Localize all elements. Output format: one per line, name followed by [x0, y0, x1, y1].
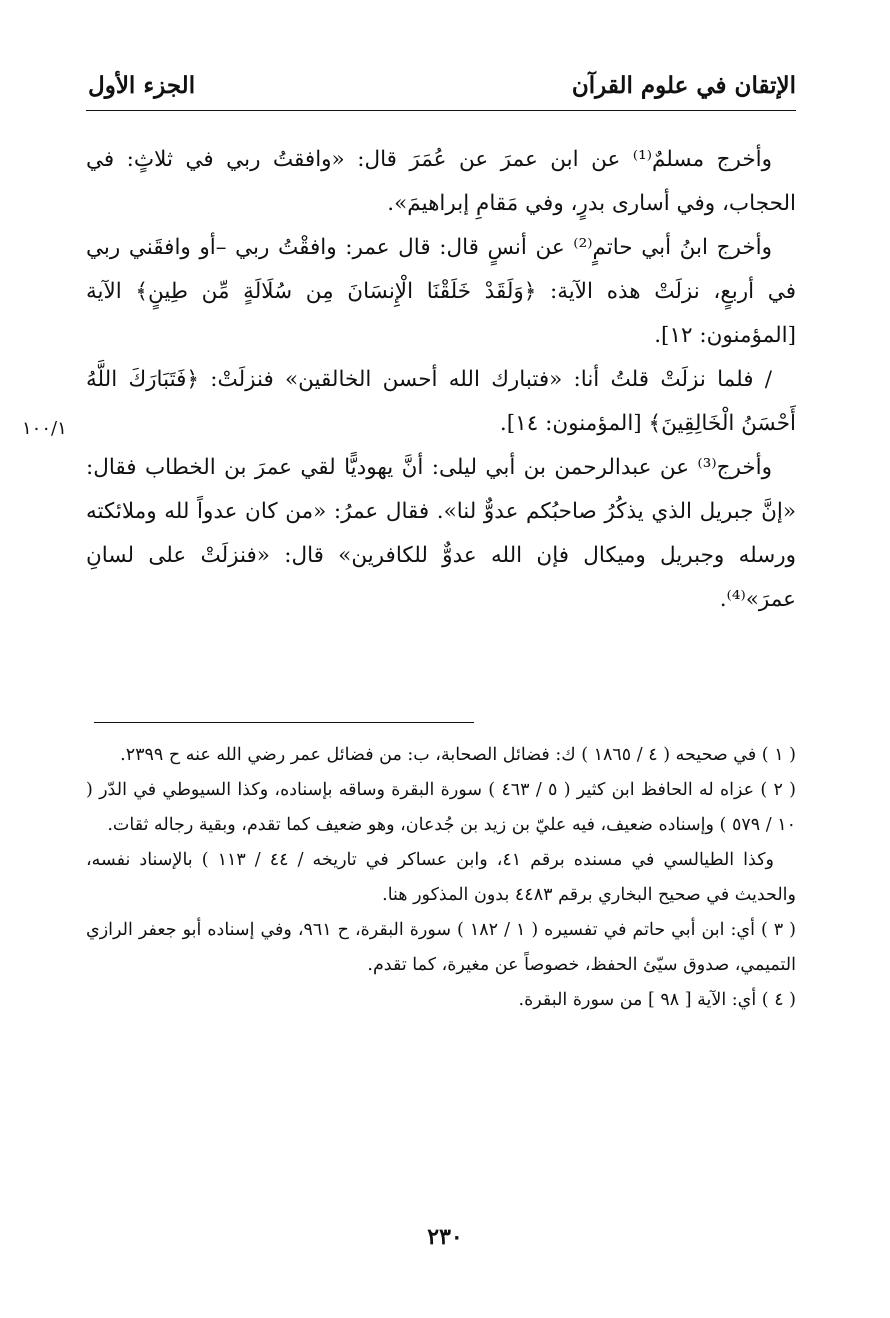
- footnote-4: ( ٤ ) أي: الآية [ ٩٨ ] من سورة البقرة.: [518, 990, 796, 1010]
- footnote-1: ( ١ ) في صحيحه ( ٤ / ١٨٦٥ ) ك: فضائل الصحابة، ب: من فضائل عمر رضي الله عنه ح ٢٣٩٩.: [120, 745, 796, 765]
- paragraph-ibn-abi-hatim: وأخرج ابنُ أبي حاتمٍ⁽²⁾ عن أنسٍ قال: قال عمر: وافقْتُ ربي –أو وافقَني ربي في أربعٍ، نزلَتْ هذه الآية: ﴿وَلَقَدْ خَلَقْنَا الْإِنسَانَ مِن سُلَالَةٍ مِّن طِينٍ﴾ الآية [المؤمنون: ١٢].: [86, 235, 796, 348]
- paragraph-tabaraka: / فلما نزلَتْ قلتُ أنا: «فتبارك الله أحسن الخالقين» فنزلَتْ: ﴿فَتَبَارَكَ اللَّهُ أَحْسَنُ الْخَالِقِينَ﴾ [المؤمنون: ١٤].: [86, 367, 796, 436]
- footnote-2-continued: وكذا الطيالسي في مسنده برقم ٤١، وابن عساكر في تاريخه / ٤٤ / ١١٣ ) بالإسناد نفسه، والحديث في صحيح البخاري برقم ٤٤٨٣ بدون المذكور هنا.: [86, 850, 796, 905]
- margin-page-reference: ١٠٠/١: [22, 418, 67, 439]
- paragraph-abdulrahman: وأخرج⁽³⁾ عن عبدالرحمن بن أبي ليلى: أنَّ يهوديًّا لقي عمرَ بن الخطاب فقال: «إنَّ جبريل الذي يذكُرُ صاحبُكم عدوٌّ لنا». فقال عمرُ: «من كان عدواً لله وملائكته ورسله وجبريل وميكال فإن الله عدوٌّ للكافرين» قال: «فنزلَتْ على لسانِ عمرَ»⁽⁴⁾.: [86, 455, 796, 612]
- footnote-divider: [94, 722, 474, 723]
- footnotes: [86, 738, 796, 1018]
- volume-label: الجزء الأول: [88, 72, 196, 99]
- paragraph-muslim: وأخرج مسلمٌ⁽¹⁾ عن ابن عمرَ عن عُمَرَ قال: «وافقتُ ربي في ثلاثٍ: في الحجاب، وفي أسارى بدرٍ، وفي مَقامِ إبراهيمَ».: [86, 147, 796, 216]
- page-number: ٢٣٠: [427, 1224, 463, 1250]
- main-text: [86, 138, 796, 622]
- header-divider: [86, 110, 796, 111]
- footnote-2: ( ٢ ) عزاه له الحافظ ابن كثير ( ٥ / ٤٦٣ ) سورة البقرة وساقه بإسناده، وكذا السيوطي في الدّر ( ١٠ / ٥٧٩ ) وإسناده ضعيف، فيه عليّ بن زيد بن جُدعان، وهو ضعيف كما تقدم، وبقية رجاله ثقات.: [86, 780, 796, 835]
- book-title: الإتقان في علوم القرآن: [571, 72, 796, 99]
- footnote-3: ( ٣ ) أي: ابن أبي حاتم في تفسيره ( ١ / ١٨٢ ) سورة البقرة، ح ٩٦١، وفي إسناده أبو جعفر الرازي التميمي، صدوق سيّئ الحفظ، خصوصاً عن مغيرة، كما تقدم.: [86, 920, 797, 975]
